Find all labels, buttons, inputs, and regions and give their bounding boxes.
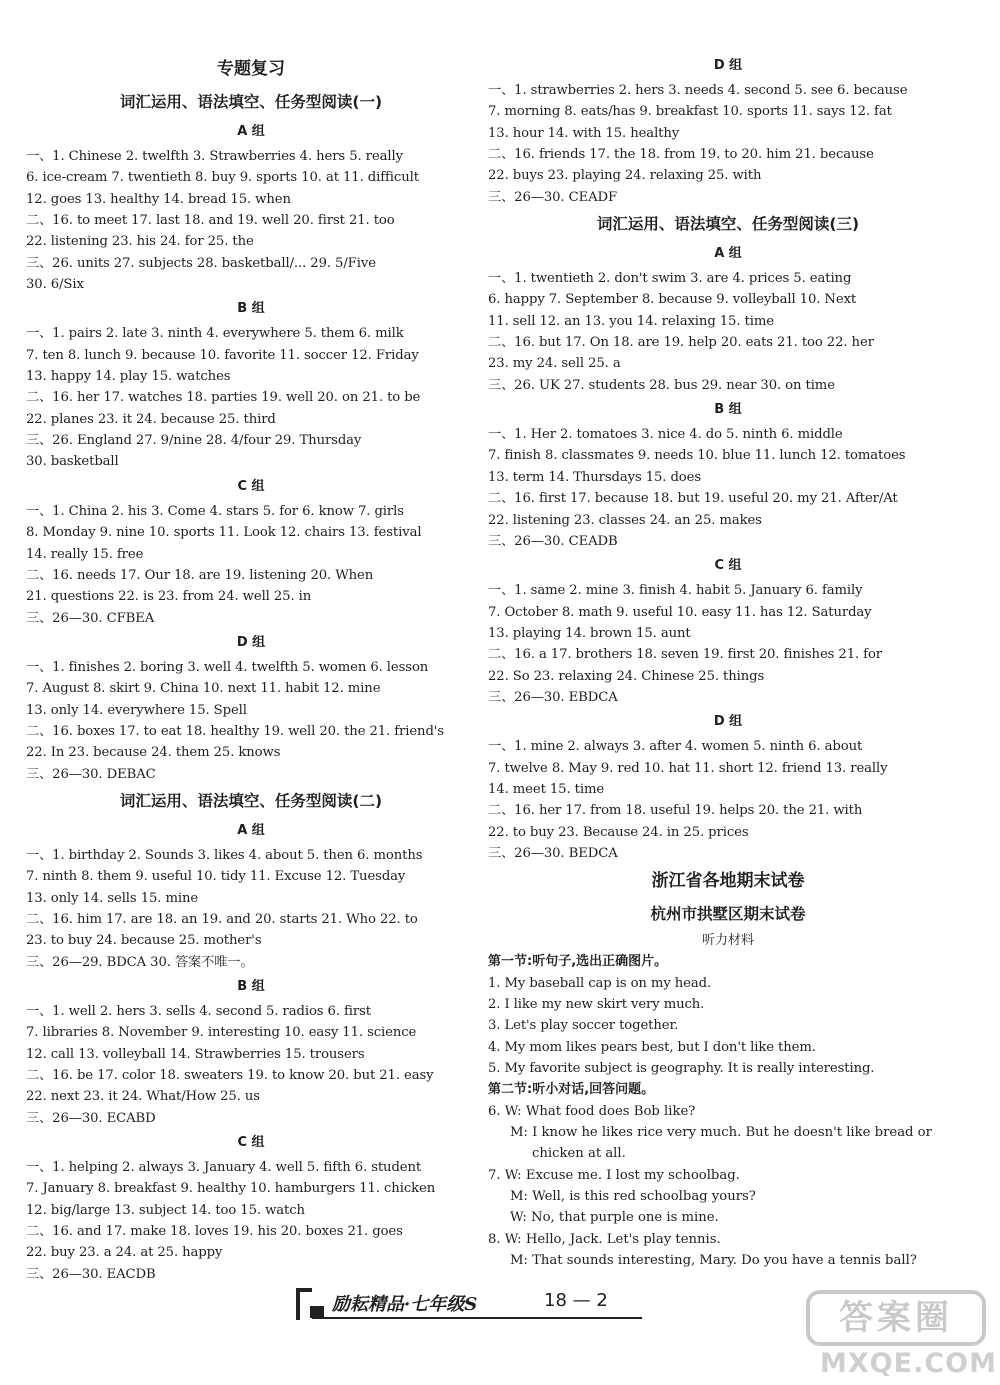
group-heading: B 组 bbox=[237, 979, 265, 994]
dialogue-line: 8. W: Hello, Jack. Let's play tennis. bbox=[488, 1231, 721, 1247]
group-heading: C 组 bbox=[237, 478, 265, 494]
group-heading: D 组 bbox=[236, 634, 266, 650]
answer-line: 三、26—30. BEDCA bbox=[488, 845, 618, 861]
group-heading: A 组 bbox=[237, 124, 265, 139]
right-column bbox=[488, 52, 968, 1271]
answer-line: 二、16. needs 17. Our 18. are 19. listening 20. When bbox=[26, 567, 374, 583]
answer-line: 22. buy 23. a 24. at 25. happy bbox=[26, 1245, 223, 1261]
answer-line: 7. finish 8. classmates 9. needs 10. blue 11. lunch 12. tomatoes bbox=[488, 448, 906, 464]
answer-line: 7. twelve 8. May 9. red 10. hat 11. short 12. friend 13. really bbox=[488, 760, 888, 776]
dialogue-line: M: I know he likes rice very much. But he doesn't like bread or chicken at all. bbox=[510, 1125, 932, 1162]
answer-line: 一、1. helping 2. always 3. January 4. well 5. fifth 6. student bbox=[26, 1160, 422, 1176]
answer-line: 22. listening 23. his 24. for 25. the bbox=[26, 234, 254, 250]
answer-line: 22. So 23. relaxing 24. Chinese 25. things bbox=[488, 668, 765, 684]
answer-line: 二、16. first 17. because 18. but 19. useful 20. my 21. After/At bbox=[488, 491, 898, 507]
answer-line: 22. planes 23. it 24. because 25. third bbox=[26, 411, 276, 427]
section-title: 浙江省各地期末试卷 bbox=[651, 871, 805, 892]
answer-line: 三、26—30. DEBAC bbox=[26, 766, 156, 782]
answer-line: 7. ninth 8. them 9. useful 10. tidy 11. Excuse 12. Tuesday bbox=[26, 869, 406, 885]
answer-line: 二、16. boxes 17. to eat 18. healthy 19. well 20. the 21. friend's bbox=[26, 723, 444, 739]
dialogue-line: 6. W: What food does Bob like? bbox=[488, 1103, 696, 1119]
answer-line: 7. libraries 8. November 9. interesting 10. easy 11. science bbox=[26, 1025, 417, 1041]
answer-line: 13. term 14. Thursdays 15. does bbox=[488, 469, 702, 485]
answer-line: 一、1. same 2. mine 3. finish 4. habit 5. January 6. family bbox=[488, 583, 863, 599]
answer-line: 12. call 13. volleyball 14. Strawberries 15. trousers bbox=[26, 1046, 365, 1062]
answer-line: 13. playing 14. brown 15. aunt bbox=[488, 625, 691, 641]
answer-line: 8. Monday 9. nine 10. sports 11. Look 12. chairs 13. festival bbox=[26, 525, 422, 541]
watermark-mark: 答案圈 bbox=[806, 1290, 986, 1346]
answer-line: 22. next 23. it 24. What/How 25. us bbox=[26, 1089, 260, 1105]
answer-line: 二、16. her 17. watches 18. parties 19. well 20. on 21. to be bbox=[26, 390, 421, 406]
answer-line: 7. morning 8. eats/has 9. breakfast 10. sports 11. says 12. fat bbox=[488, 104, 892, 120]
answer-line: 22. buys 23. playing 24. relaxing 25. with bbox=[488, 168, 762, 184]
answer-line: 一、1. China 2. his 3. Come 4. stars 5. for 6. know 7. girls bbox=[26, 503, 404, 519]
group-heading: C 组 bbox=[714, 558, 742, 574]
answer-line: 三、26—30. EBDCA bbox=[488, 689, 618, 705]
subsection-title: 词汇运用、语法填空、任务型阅读(三) bbox=[596, 215, 860, 234]
answer-line: 12. goes 13. healthy 14. bread 15. when bbox=[26, 191, 291, 207]
answer-line: 二、16. be 17. color 18. sweaters 19. to know 20. but 21. easy bbox=[26, 1068, 434, 1084]
answer-line: 一、1. mine 2. always 3. after 4. women 5. ninth 6. about bbox=[488, 739, 863, 755]
subsection-title: 杭州市拱墅区期末试卷 bbox=[650, 905, 806, 924]
answer-line: 23. to buy 24. because 25. mother's bbox=[26, 933, 262, 949]
footer-brand: 励耘精品·七年级S bbox=[332, 1294, 478, 1315]
answer-line: 6. ice-cream 7. twentieth 8. buy 9. sports 10. at 11. difficult bbox=[26, 170, 419, 186]
answer-line: 5. My favorite subject is geography. It is really interesting. bbox=[488, 1061, 875, 1077]
subsection-title: 词汇运用、语法填空、任务型阅读(一) bbox=[119, 93, 383, 111]
group-heading: B 组 bbox=[237, 301, 265, 317]
answer-line: 三、26. UK 27. students 28. bus 29. near 30. on time bbox=[488, 377, 835, 393]
answer-line: 6. happy 7. September 8. because 9. volleyball 10. Next bbox=[488, 292, 857, 308]
answer-line: 14. meet 15. time bbox=[488, 781, 605, 797]
group-heading: D 组 bbox=[713, 58, 743, 73]
section-title: 专题复习 bbox=[217, 59, 285, 79]
answer-line: 三、26—30. CEADB bbox=[488, 533, 618, 549]
answer-line: 三、26—30. CFBEA bbox=[26, 610, 155, 626]
dialogue-line: M: Well, is this red schoolbag yours? bbox=[510, 1189, 756, 1205]
answer-line: 22. to buy 23. Because 24. in 25. prices bbox=[488, 824, 749, 840]
answer-line: 一、1. strawberries 2. hers 3. needs 4. second 5. see 6. because bbox=[488, 83, 908, 98]
answer-line: 14. really 15. free bbox=[26, 546, 144, 562]
material-heading: 听力材料 bbox=[701, 933, 754, 949]
answer-line: 3. Let's play soccer together. bbox=[488, 1018, 679, 1034]
group-heading: B 组 bbox=[714, 402, 742, 418]
answer-line: 二、16. him 17. are 18. an 19. and 20. starts 21. Who 22. to bbox=[26, 911, 418, 927]
group-heading: A 组 bbox=[714, 246, 742, 262]
page-footer bbox=[296, 1286, 644, 1320]
answer-line: 23. my 24. sell 25. a bbox=[488, 356, 621, 372]
answer-line: 7. ten 8. lunch 9. because 10. favorite 11. soccer 12. Friday bbox=[26, 347, 419, 363]
answer-line: 二、16. her 17. from 18. useful 19. helps 20. the 21. with bbox=[488, 803, 863, 819]
group-heading: A 组 bbox=[237, 822, 265, 838]
answer-line: 30. basketball bbox=[26, 454, 119, 470]
answer-line: 30. 6/Six bbox=[26, 277, 84, 293]
answer-line: 1. My baseball cap is on my head. bbox=[488, 975, 712, 991]
answer-line: 三、26—30. EACDB bbox=[26, 1266, 156, 1282]
answer-line: 7. August 8. skirt 9. China 10. next 11. habit 12. mine bbox=[26, 681, 381, 697]
answer-line: 13. hour 14. with 15. healthy bbox=[488, 125, 680, 141]
answer-line: 二、16. friends 17. the 18. from 19. to 20. him 21. because bbox=[488, 147, 874, 163]
answer-line: 二、16. and 17. make 18. loves 19. his 20. boxes 21. goes bbox=[26, 1224, 403, 1240]
watermark-logo bbox=[806, 1290, 996, 1382]
answer-line: 22. listening 23. classes 24. an 25. makes bbox=[488, 512, 762, 528]
group-heading: D 组 bbox=[713, 714, 743, 730]
answer-line: 一、1. twentieth 2. don't swim 3. are 4. prices 5. eating bbox=[488, 271, 852, 287]
answer-line: 一、1. finishes 2. boring 3. well 4. twelfth 5. women 6. lesson bbox=[26, 659, 429, 675]
answer-line: 一、1. birthday 2. Sounds 3. likes 4. about 5. then 6. months bbox=[26, 847, 423, 863]
answer-line: 22. In 23. because 24. them 25. knows bbox=[26, 745, 281, 761]
dialogue-line: M: That sounds interesting, Mary. Do you have a tennis ball? bbox=[510, 1253, 917, 1269]
answer-line: 一、1. well 2. hers 3. sells 4. second 5. radios 6. first bbox=[26, 1004, 371, 1019]
answer-line: 7. October 8. math 9. useful 10. easy 11. has 12. Saturday bbox=[488, 604, 872, 620]
answer-line: 12. big/large 13. subject 14. too 15. watch bbox=[26, 1202, 305, 1218]
part-heading: 第一节:听句子,选出正确图片。 bbox=[488, 954, 668, 970]
answer-line: 二、16. a 17. brothers 18. seven 19. first 20. finishes 21. for bbox=[488, 647, 882, 663]
answer-line: 21. questions 22. is 23. from 24. well 25. in bbox=[26, 589, 312, 605]
left-column bbox=[26, 52, 476, 1285]
answer-line: 11. sell 12. an 13. you 14. relaxing 15. time bbox=[488, 313, 774, 329]
answer-line: 三、26—29. BDCA 30. 答案不唯一。 bbox=[26, 954, 254, 970]
group-heading: C 组 bbox=[237, 1135, 265, 1151]
answer-line: 一、1. Chinese 2. twelfth 3. Strawberries 4. hers 5. really bbox=[26, 149, 403, 164]
answer-line: 7. January 8. breakfast 9. healthy 10. hamburgers 11. chicken bbox=[26, 1181, 436, 1197]
answer-line: 二、16. to meet 17. last 18. and 19. well 20. first 21. too bbox=[26, 213, 395, 229]
dialogue-line: W: No, that purple one is mine. bbox=[510, 1210, 719, 1226]
answer-line: 一、1. Her 2. tomatoes 3. nice 4. do 5. ninth 6. middle bbox=[488, 427, 843, 443]
answer-line: 二、16. but 17. On 18. are 19. help 20. eats 21. too 22. her bbox=[488, 335, 874, 351]
answer-line: 2. I like my new skirt very much. bbox=[488, 997, 705, 1012]
answer-line: 三、26. units 27. subjects 28. basketball/... 29. 5/Five bbox=[26, 255, 376, 271]
answer-line: 三、26—30. CEADF bbox=[488, 189, 618, 205]
footer-rule bbox=[312, 1317, 642, 1319]
answer-line: 三、26—30. ECABD bbox=[26, 1110, 156, 1126]
subsection-title: 词汇运用、语法填空、任务型阅读(二) bbox=[119, 791, 383, 810]
part-heading: 第二节:听小对话,回答问题。 bbox=[488, 1082, 655, 1098]
page-number: 18 — 2 bbox=[544, 1290, 608, 1311]
answer-line: 三、26. England 27. 9/nine 28. 4/four 29. Thursday bbox=[26, 433, 362, 449]
answer-line: 一、1. pairs 2. late 3. ninth 4. everywhere 5. them 6. milk bbox=[26, 326, 404, 342]
answer-line: 13. only 14. everywhere 15. Spell bbox=[26, 702, 247, 718]
answer-line: 13. happy 14. play 15. watches bbox=[26, 369, 231, 385]
watermark-url: MXQE.COM bbox=[820, 1348, 997, 1379]
answer-line: 13. only 14. sells 15. mine bbox=[26, 890, 199, 906]
answer-line: 4. My mom likes pears best, but I don't like them. bbox=[488, 1039, 816, 1055]
dialogue-line: 7. W: Excuse me. I lost my schoolbag. bbox=[488, 1167, 740, 1183]
